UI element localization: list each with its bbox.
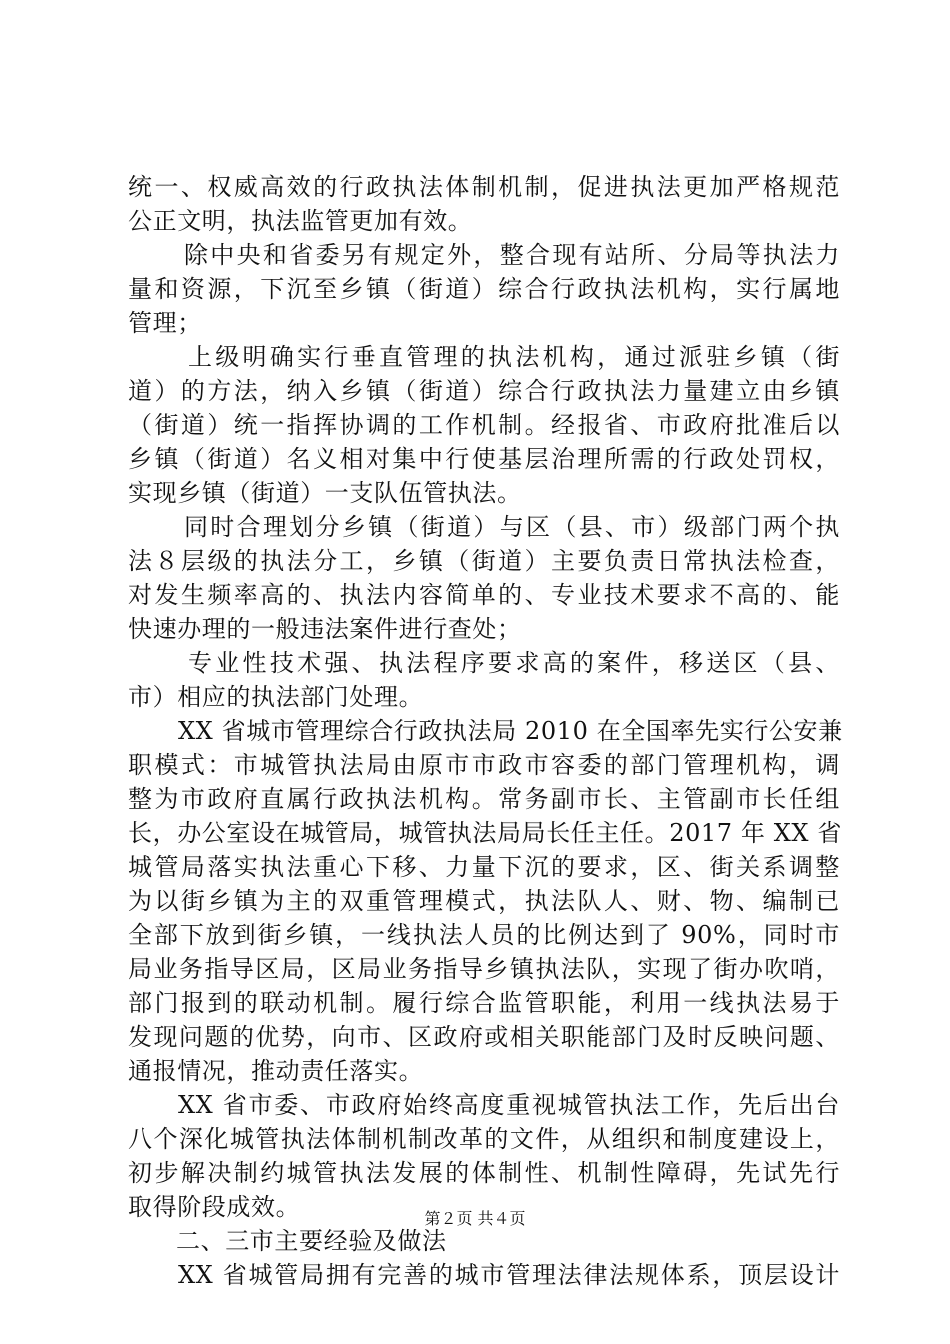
text-line: 快速办理的一般违法案件进行查处； <box>128 615 522 643</box>
section-heading: 二、三市主要经验及做法 <box>176 1227 447 1255</box>
text-line: 市）相应的执法部门处理。 <box>128 683 424 711</box>
text-line: 发现问题的优势，向市、区政府或相关职能部门及时反映问题、 <box>128 1023 840 1051</box>
text-line: 城管局落实执法重心下移、力量下沉的要求，区、街关系调整 <box>128 853 840 881</box>
text-line: 上级明确实行垂直管理的执法机构，通过派驻乡镇（街 <box>188 343 840 371</box>
page-number-label: 第２页 共４页 <box>424 1209 526 1228</box>
text-line: 初步解决制约城管执法发展的体制性、机制性障碍，先试先行 <box>128 1159 840 1187</box>
text-line: XX 省市委、市政府始终高度重视城管执法工作，先后出台 <box>178 1091 840 1119</box>
text-line: 管理； <box>128 309 202 337</box>
text-line: 乡镇（街道）名义相对集中行使基层治理所需的行政处罚权， <box>128 445 840 473</box>
page-footer <box>0 1208 950 1230</box>
text-line: 八个深化城管执法体制机制改革的文件，从组织和制度建设上， <box>128 1125 840 1153</box>
text-line: 法８层级的执法分工，乡镇（街道）主要负责日常执法检查， <box>128 547 840 575</box>
text-line: 长，办公室设在城管局，城管执法局局长任主任。2017 年 XX 省 <box>128 819 842 847</box>
text-line: 公正文明，执法监管更加有效。 <box>128 207 473 235</box>
text-line: 为以街乡镇为主的双重管理模式，执法队人、财、物、编制已 <box>128 887 840 915</box>
text-line: 通报情况，推动责任落实。 <box>128 1057 424 1085</box>
text-line: 量和资源，下沉至乡镇（街道）综合行政执法机构，实行属地 <box>128 275 840 303</box>
text-line: 职模式：市城管执法局由原市市政市容委的部门管理机构，调 <box>128 751 840 779</box>
text-line: 道）的方法，纳入乡镇（街道）综合行政执法力量建立由乡镇 <box>128 377 840 405</box>
text-line: XX 省城管局拥有完善的城市管理法律法规体系，顶层设计 <box>178 1261 840 1289</box>
text-line: 统一、权威高效的行政执法体制机制，促进执法更加严格规范 <box>128 173 840 201</box>
text-line: 整为市政府直属行政执法机构。常务副市长、主管副市长任组 <box>128 785 840 813</box>
text-line: 局业务指导区局，区局业务指导乡镇执法队，实现了街办吹哨， <box>128 955 840 983</box>
document-body <box>128 170 843 1292</box>
text-line: （街道）统一指挥协调的工作机制。经报省、市政府批准后以 <box>128 411 840 439</box>
text-line: 部门报到的联动机制。履行综合监管职能，利用一线执法易于 <box>128 989 840 1017</box>
text-line: 同时合理划分乡镇（街道）与区（县、市）级部门两个执 <box>184 513 840 541</box>
text-line: 全部下放到街乡镇，一线执法人员的比例达到了 90%，同时市 <box>128 921 840 949</box>
text-line: XX 省城市管理综合行政执法局 2010 在全国率先实行公安兼 <box>178 717 843 745</box>
text-line: 专业性技术强、执法程序要求高的案件，移送区（县、 <box>188 649 840 677</box>
text-line: 除中央和省委另有规定外，整合现有站所、分局等执法力 <box>184 241 840 269</box>
text-line: 实现乡镇（街道）一支队伍管执法。 <box>128 479 522 507</box>
text-line: 取得阶段成效。 <box>128 1193 301 1221</box>
text-line: 对发生频率高的、执法内容简单的、专业技术要求不高的、能 <box>128 581 840 609</box>
